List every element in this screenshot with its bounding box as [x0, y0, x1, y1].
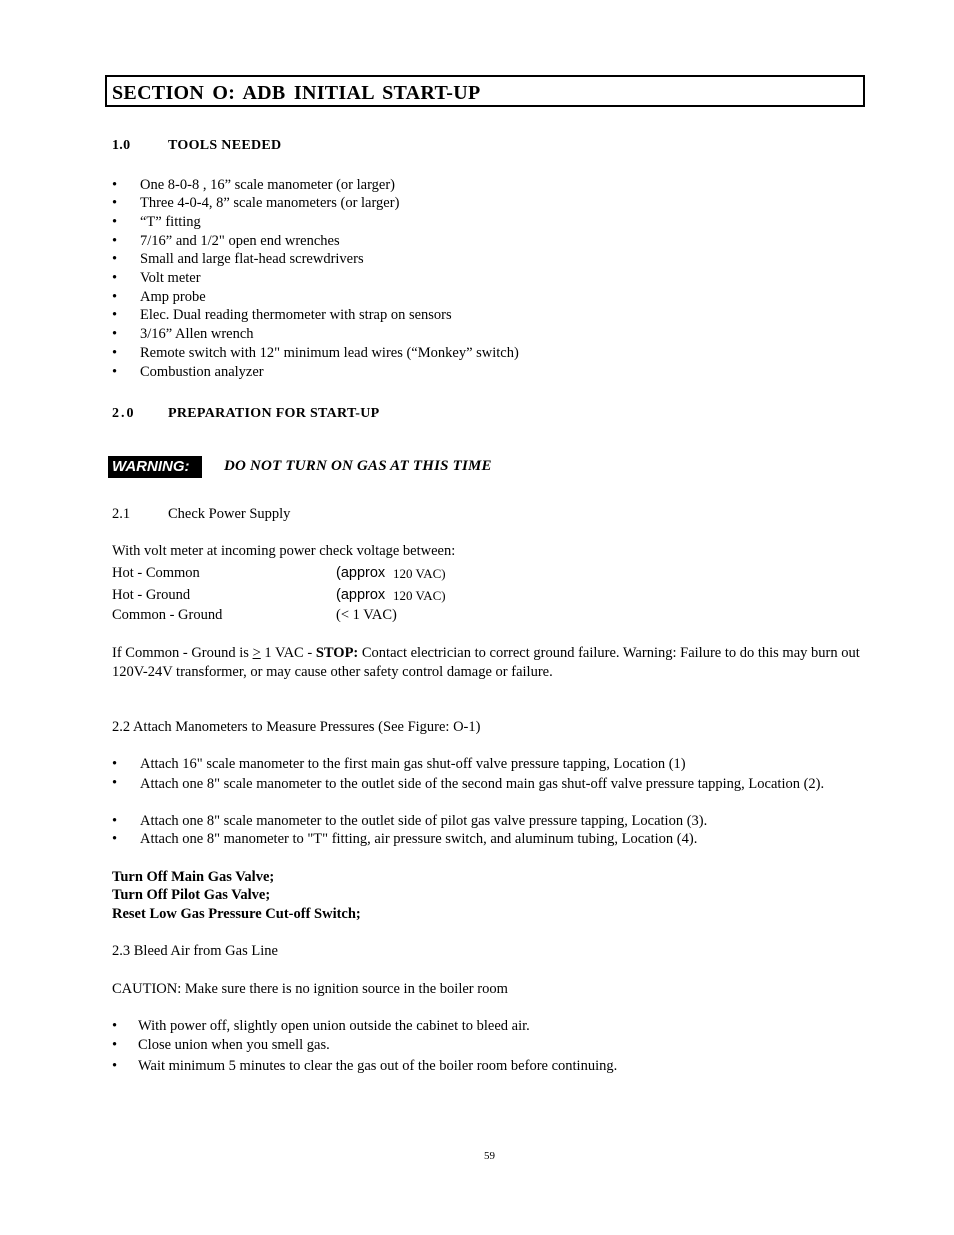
manometer-text: Attach 16" scale manometer to the first main gas shut-off valve pressure tapping, Location (1): [140, 756, 686, 772]
bullet-icon: •: [112, 233, 118, 249]
tool-text: 3/16” Allen wrench: [140, 326, 254, 342]
greater-equal-symbol: >: [252, 645, 261, 661]
tool-text: Small and large flat-head screwdrivers: [140, 251, 364, 267]
section-2-1-number: 2.1: [112, 506, 131, 522]
section-2-heading: PREPARATION FOR START-UP: [168, 406, 380, 421]
ground-text-pre: If Common - Ground is: [112, 645, 253, 661]
section-2-number: 2.0: [112, 406, 136, 421]
tool-text: Amp probe: [140, 289, 206, 305]
bullet-icon: •: [112, 831, 118, 847]
ground-text-mid: 1 VAC -: [260, 645, 316, 661]
section-2-3-heading: 2.3 Bleed Air from Gas Line: [112, 943, 278, 959]
voltage-pair: Hot - Ground: [112, 587, 191, 603]
warning-message: DO NOT TURN ON GAS AT THIS TIME: [224, 458, 492, 474]
bullet-icon: •: [112, 326, 118, 342]
voltage-approx: (approx: [336, 587, 386, 603]
stop-label: STOP:: [315, 645, 359, 661]
tool-text: Volt meter: [140, 270, 201, 286]
tool-text: Elec. Dual reading thermometer with strap on sensors: [140, 307, 452, 323]
section-2-2-heading: 2.2 Attach Manometers to Measure Pressures (See Figure: O-1): [112, 719, 481, 735]
voltage-value: (< 1 VAC): [336, 607, 397, 623]
voltage-pair: Hot - Common: [112, 565, 200, 581]
bullet-icon: •: [112, 270, 118, 286]
section-title: SECTION O: ADB INITIAL START-UP: [112, 82, 481, 104]
bleed-text: With power off, slightly open union outside the cabinet to bleed air.: [138, 1018, 530, 1034]
bleed-text: Close union when you smell gas.: [138, 1037, 330, 1053]
instruction-reset-switch: Reset Low Gas Pressure Cut-off Switch;: [112, 906, 361, 922]
voltage-value: 120 VAC): [393, 588, 446, 603]
bullet-icon: •: [112, 345, 118, 361]
tool-text: One 8-0-8 , 16” scale manometer (or larger): [140, 177, 395, 193]
voltage-pair: Common - Ground: [112, 607, 223, 623]
section-1-number: 1.0: [112, 138, 131, 153]
caution-text: CAUTION: Make sure there is no ignition source in the boiler room: [112, 981, 508, 997]
bullet-icon: •: [112, 177, 118, 193]
warning-label: WARNING:: [108, 456, 202, 478]
voltage-intro: With volt meter at incoming power check voltage between:: [112, 543, 456, 559]
manometer-text: Attach one 8" scale manometer to the outlet side of pilot gas valve pressure tapping, Location (3).: [140, 813, 708, 829]
voltage-approx: (approx: [336, 565, 386, 581]
bleed-text: Wait minimum 5 minutes to clear the gas out of the boiler room before continuing.: [138, 1058, 618, 1074]
tool-text: Combustion analyzer: [140, 364, 264, 380]
bullet-icon: •: [112, 214, 118, 230]
bullet-icon: •: [112, 1018, 118, 1034]
tool-text: “T” fitting: [140, 214, 201, 230]
voltage-value: 120 VAC): [393, 566, 446, 581]
bullet-icon: •: [112, 251, 118, 267]
manometer-text: Attach one 8" scale manometer to the outlet side of the second main gas shut-off valve pressure tapping, Location (2).: [140, 776, 825, 792]
bullet-icon: •: [112, 307, 118, 323]
ground-text-post: Contact electrician to correct ground failure. Warning: Failure to do this may burn out 120V-24V transformer, or may cause other safety control damage or failure.: [112, 645, 860, 680]
instruction-pilot-gas: Turn Off Pilot Gas Valve;: [112, 887, 271, 903]
page-number: 59: [484, 1150, 495, 1162]
section-2-1-heading: Check Power Supply: [168, 506, 291, 522]
bullet-icon: •: [112, 813, 118, 829]
manometer-text: Attach one 8" manometer to "T" fitting, air pressure switch, and aluminum tubing, Location (4).: [140, 831, 698, 847]
tool-text: Three 4-0-4, 8” scale manometers (or larger): [140, 195, 400, 211]
bullet-icon: •: [112, 364, 118, 380]
tool-text: Remote switch with 12" minimum lead wires (“Monkey” switch): [140, 345, 519, 361]
tool-text: 7/16” and 1/2" open end wrenches: [140, 233, 340, 249]
bullet-icon: •: [112, 289, 118, 305]
ground-failure-paragraph: [112, 644, 862, 682]
bullet-icon: •: [112, 195, 118, 211]
instruction-main-gas: Turn Off Main Gas Valve;: [112, 869, 275, 885]
bullet-icon: •: [112, 1037, 118, 1053]
bullet-icon: •: [112, 756, 118, 772]
bullet-icon: •: [112, 1058, 118, 1074]
section-1-heading: TOOLS NEEDED: [168, 138, 282, 153]
bullet-icon: •: [112, 775, 118, 791]
